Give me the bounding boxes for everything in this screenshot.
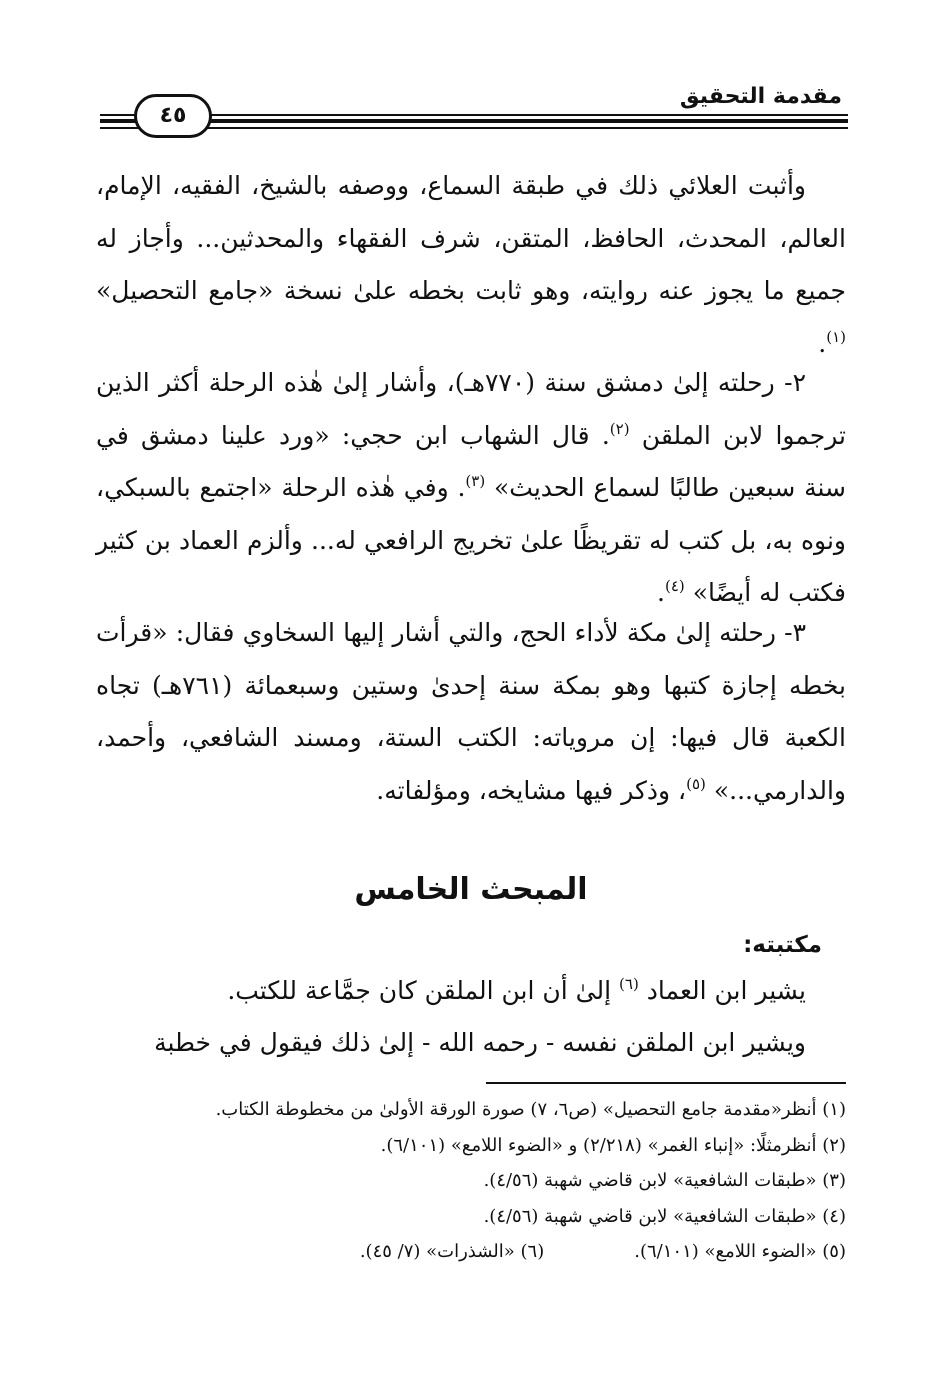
footnote-separator	[486, 1082, 846, 1084]
paragraph-3-tail: ، وذكر فيها مشايخه، ومؤلفاته.	[376, 775, 687, 805]
subsection-heading: مكتبته:	[743, 932, 822, 958]
footnote-ref-6: (٦)	[619, 975, 639, 993]
header-rule-thin	[100, 114, 848, 116]
paragraph-3	[96, 607, 846, 817]
page-header	[100, 78, 848, 138]
paragraph-1-tail: .	[818, 328, 827, 358]
header-rule-thick	[100, 119, 848, 123]
section-line-1-text-a: يشير ابن العماد	[638, 976, 806, 1005]
paragraph-2-text-c: . وفي هٰذه الرحلة «اجتمع بالسبكي، ونوه به، بل كتب له تقريظًا علىٰ تخريج الرافعي له... وألزم العماد بن كثير فكتب له أيضًا»	[96, 473, 846, 607]
paragraph-3-text: ٣- رحلته إلىٰ مكة لأداء الحج، والتي أشار إليها السخاوي فقال: «قرأت بخطه إجازة كتبها وهو بمكة سنة إحدىٰ وستين وسبعمائة (٧٦١هـ) تجاه الكعبة قال فيها: إن مروياته: الكتب الستة، ومسند الشافعي، وأحمد، والدارمي...»	[96, 618, 846, 805]
paragraph-2-tail: .	[657, 578, 665, 607]
section-line-1	[96, 965, 846, 1018]
section-heading: المبحث الخامس	[354, 872, 588, 907]
running-title: مقدمة التحقيق	[679, 84, 842, 109]
footnotes	[100, 1092, 846, 1270]
paragraph-2-text-a: ٢- رحلته إلىٰ دمشق سنة (٧٧٠هـ)، وأشار إلىٰ هٰذه الرحلة أكثر الذين ترجموا لابن الملقن	[96, 368, 846, 450]
footnote-6: (٦) «الشذرات» (٧/ ٤٥).	[359, 1241, 545, 1262]
footnote-5: (٥) «الضوء اللامع» (٦/١٠١).	[634, 1241, 846, 1262]
paragraph-2	[96, 357, 846, 620]
footnote-4: (٤) «طبقات الشافعية» لابن قاضي شهبة (٤/٥٦).	[483, 1205, 846, 1227]
footnote-ref-2: (٢)	[609, 419, 630, 438]
section-line-2: ويشير ابن الملقن نفسه - رحمه الله - إلىٰ ذلك فيقول في خطبة	[154, 1028, 806, 1057]
header-rule-thin-lower	[100, 127, 848, 129]
footnote-ref-4: (٤)	[665, 577, 685, 595]
paragraph-2-text-b: . قال الشهاب ابن حجي: «ورد علينا دمشق في سنة سبعين طالبًا لسماع الحديث»	[96, 420, 846, 502]
footnote-ref-5: (٥)	[686, 774, 706, 793]
page-number: ٤٥	[134, 94, 212, 138]
footnote-ref-3: (٣)	[465, 472, 486, 490]
footnote-row-5-6	[100, 1234, 846, 1270]
footnote-1: (١) أنظر«مقدمة جامع التحصيل» (ص٦، ٧) صورة الورقة الأولىٰ من مخطوطة الكتاب.	[215, 1099, 846, 1120]
section-line-1-text-b: إلىٰ أن ابن الملقن كان جمَّاعة للكتب.	[227, 976, 620, 1005]
paragraph-1-text: وأثبت العلائي ذلك في طبقة السماع، ووصفه بالشيخ، الفقيه، الإمام، العالم، المحدث، الحافظ، المتقن، شرف الفقهاء والمحدثين... وأجاز له جميع ما يجوز عنه روايته، وهو ثابت بخطه علىٰ نسخة «جامع التحصيل»	[96, 171, 846, 305]
footnote-2: (٢) أنظرمثلًا: «إنباء الغمر» (٢/٢١٨) و «الضوء اللامع» (٦/١٠١).	[380, 1134, 846, 1156]
footnote-ref-1: (١)	[826, 327, 846, 346]
footnote-3: (٣) «طبقات الشافعية» لابن قاضي شهبة (٤/٥٦).	[483, 1170, 846, 1191]
paragraph-1	[96, 160, 846, 370]
